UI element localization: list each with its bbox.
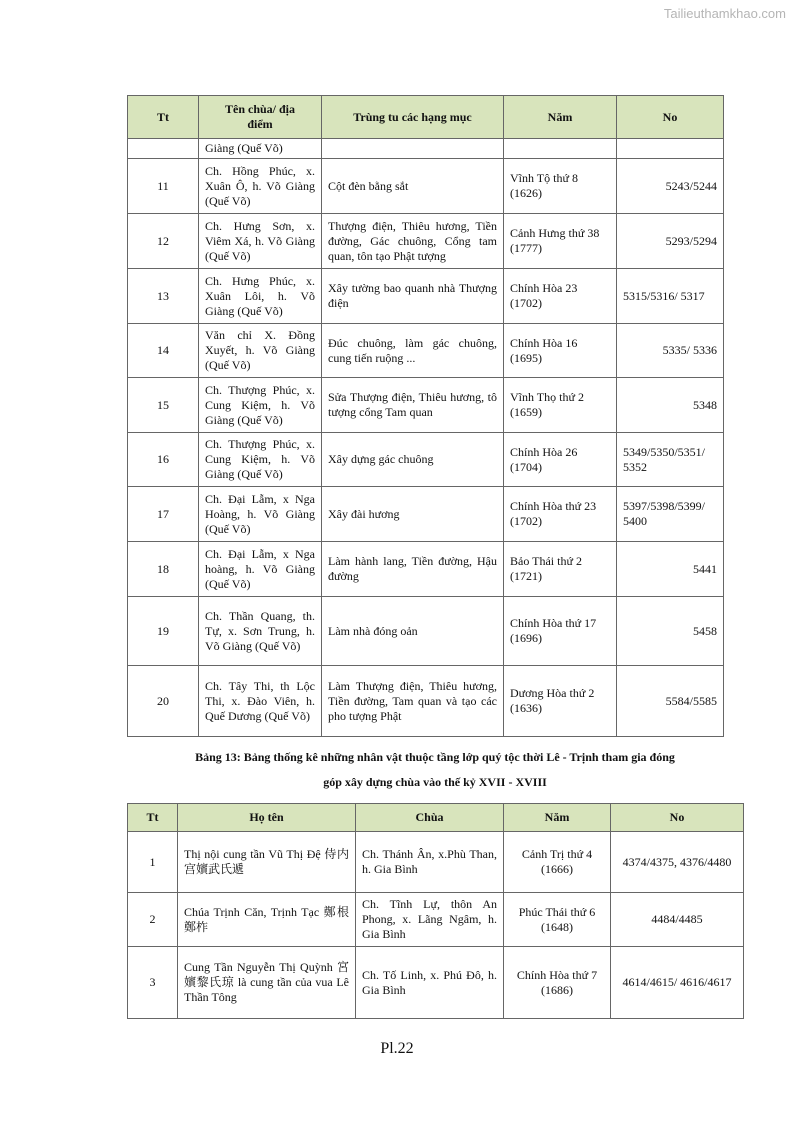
- cell-no: 4614/4615/ 4616/4617: [611, 947, 744, 1019]
- cell-year: Chính Hòa 23 (1702): [504, 269, 617, 324]
- cell-fullname: Cung Tần Nguyễn Thị Quỳnh 宮嬪黎氏琼 là cung tần của vua Lê Thần Tông: [178, 947, 356, 1019]
- cell-items: Làm hành lang, Tiền đường, Hậu đường: [322, 542, 504, 597]
- cell-year: Dương Hòa thứ 2 (1636): [504, 666, 617, 737]
- cell-year: Cảnh Trị thứ 4 (1666): [504, 832, 611, 893]
- header-temple: Chùa: [356, 804, 504, 832]
- cell-no: 5441: [617, 542, 724, 597]
- table-row: [128, 542, 724, 597]
- cell-items: Làm Thượng điện, Thiêu hương, Tiền đường, Tam quan và tạo các pho tượng Phật: [322, 666, 504, 737]
- table-row: [128, 487, 724, 542]
- cell-name: Ch. Hồng Phúc, x. Xuân Ô, h. Võ Giàng (Quế Võ): [199, 159, 322, 214]
- cell-name: Ch. Đại Lẫm, x Nga Hoàng, h. Võ Giàng (Quế Võ): [199, 487, 322, 542]
- table-row: [128, 832, 744, 893]
- cell-fullname: Thị nội cung tần Vũ Thị Đệ 侍内宫嬪武氏遞: [178, 832, 356, 893]
- cell-no: 5335/ 5336: [617, 324, 724, 378]
- cell-name: Ch. Thượng Phúc, x. Cung Kiệm, h. Võ Giàng (Quế Võ): [199, 378, 322, 433]
- header-year: Năm: [504, 804, 611, 832]
- header-no: No: [611, 804, 744, 832]
- cell-year: Bảo Thái thứ 2 (1721): [504, 542, 617, 597]
- cell-no: [617, 139, 724, 159]
- table-restorations: [127, 95, 724, 737]
- cell-year: Chính Hòa 26 (1704): [504, 433, 617, 487]
- cell-tt: 16: [128, 433, 199, 487]
- cell-tt: [128, 139, 199, 159]
- cell-items: Cột đèn bằng sắt: [322, 159, 504, 214]
- header-items: Trùng tu các hạng mục: [322, 96, 504, 139]
- cell-name: Ch. Đại Lẫm, x Nga hoàng, h. Võ Giàng (Quế Võ): [199, 542, 322, 597]
- cell-items: Xây tường bao quanh nhà Thượng điện: [322, 269, 504, 324]
- cell-no: 5348: [617, 378, 724, 433]
- cell-tt: 14: [128, 324, 199, 378]
- cell-year: Chính Hòa thứ 7 (1686): [504, 947, 611, 1019]
- cell-year: Chính Hòa thứ 23 (1702): [504, 487, 617, 542]
- cell-no: 4484/4485: [611, 893, 744, 947]
- cell-no: 5349/5350/5351/ 5352: [617, 433, 724, 487]
- cell-items: Thượng điện, Thiêu hương, Tiền đường, Gác chuông, Cổng tam quan, tôn tạo Phật tượng: [322, 214, 504, 269]
- cell-no: 5397/5398/5399/ 5400: [617, 487, 724, 542]
- cell-tt: 19: [128, 597, 199, 666]
- cell-temple: Ch. Thánh Ân, x.Phù Than, h. Gia Bình: [356, 832, 504, 893]
- table-row: [128, 433, 724, 487]
- table-row: [128, 666, 724, 737]
- cell-year: Vĩnh Thọ thứ 2 (1659): [504, 378, 617, 433]
- cell-tt: 12: [128, 214, 199, 269]
- cell-no: 5243/5244: [617, 159, 724, 214]
- cell-year: Chính Hòa thứ 17 (1696): [504, 597, 617, 666]
- cell-items: Xây đài hương: [322, 487, 504, 542]
- header-year: Năm: [504, 96, 617, 139]
- cell-year: Vĩnh Tộ thứ 8 (1626): [504, 159, 617, 214]
- table-row: [128, 139, 724, 159]
- cell-items: Làm nhà đóng oản: [322, 597, 504, 666]
- cell-items: Xây dựng gác chuông: [322, 433, 504, 487]
- header-tt: Tt: [128, 804, 178, 832]
- page-number: Pl.22: [380, 1040, 414, 1057]
- header-no: No: [617, 96, 724, 139]
- cell-year: Chính Hòa 16 (1695): [504, 324, 617, 378]
- table-caption-line2: góp xây dựng chùa vào thế kỷ XVII - XVIII: [323, 775, 547, 789]
- cell-items: [322, 139, 504, 159]
- cell-name: Ch. Tây Thi, th Lộc Thi, x. Đào Viên, h. Quế Dương (Quế Võ): [199, 666, 322, 737]
- cell-items: Sửa Thượng điện, Thiêu hương, tô tượng cổng Tam quan: [322, 378, 504, 433]
- header-fullname: Họ tên: [178, 804, 356, 832]
- cell-no: 4374/4375, 4376/4480: [611, 832, 744, 893]
- table-row: [128, 597, 724, 666]
- table-row: [128, 893, 744, 947]
- cell-temple: Ch. Tĩnh Lự, thôn An Phong, x. Lãng Ngâm, h. Gia Bình: [356, 893, 504, 947]
- table-row: [128, 159, 724, 214]
- cell-name: Ch. Thượng Phúc, x. Cung Kiệm, h. Võ Giàng (Quế Võ): [199, 433, 322, 487]
- cell-fullname: Chúa Trịnh Căn, Trịnh Tạc 鄭根鄭柞: [178, 893, 356, 947]
- cell-temple: Ch. Tố Linh, x. Phú Đô, h. Gia Bình: [356, 947, 504, 1019]
- header-tt: Tt: [128, 96, 199, 139]
- cell-tt: 13: [128, 269, 199, 324]
- cell-tt: 17: [128, 487, 199, 542]
- cell-tt: 15: [128, 378, 199, 433]
- cell-year: [504, 139, 617, 159]
- cell-name: Văn chỉ X. Đồng Xuyết, h. Võ Giàng (Quế Võ): [199, 324, 322, 378]
- table-row: [128, 378, 724, 433]
- cell-tt: 1: [128, 832, 178, 893]
- table-row: [128, 214, 724, 269]
- table-row: [128, 324, 724, 378]
- table-caption-line1: Bảng 13: Bảng thống kê những nhân vật thuộc tầng lớp quý tộc thời Lê - Trịnh tham gia đóng: [195, 750, 675, 764]
- cell-tt: 3: [128, 947, 178, 1019]
- table-row: [128, 947, 744, 1019]
- cell-name: Ch. Hưng Phúc, x. Xuân Lôi, h. Võ Giàng (Quế Võ): [199, 269, 322, 324]
- cell-no: 5458: [617, 597, 724, 666]
- cell-items: Đúc chuông, làm gác chuông, cung tiến ruộng ...: [322, 324, 504, 378]
- cell-name: Ch. Thần Quang, th. Tự, x. Sơn Trung, h. Võ Giàng (Quế Võ): [199, 597, 322, 666]
- table-nobles: [127, 803, 744, 1019]
- cell-tt: 20: [128, 666, 199, 737]
- cell-tt: 11: [128, 159, 199, 214]
- cell-no: 5315/5316/ 5317: [617, 269, 724, 324]
- cell-no: 5584/5585: [617, 666, 724, 737]
- cell-tt: 18: [128, 542, 199, 597]
- cell-no: 5293/5294: [617, 214, 724, 269]
- header-name: Tên chùa/ địa điểm: [199, 96, 322, 139]
- table-row: [128, 269, 724, 324]
- cell-name: Ch. Hưng Sơn, x. Viêm Xá, h. Võ Giàng (Quế Võ): [199, 214, 322, 269]
- cell-name: Giàng (Quế Võ): [199, 139, 322, 159]
- watermark: Tailieuthamkhao.com: [663, 6, 786, 21]
- cell-year: Phúc Thái thứ 6 (1648): [504, 893, 611, 947]
- cell-tt: 2: [128, 893, 178, 947]
- cell-year: Cảnh Hưng thứ 38 (1777): [504, 214, 617, 269]
